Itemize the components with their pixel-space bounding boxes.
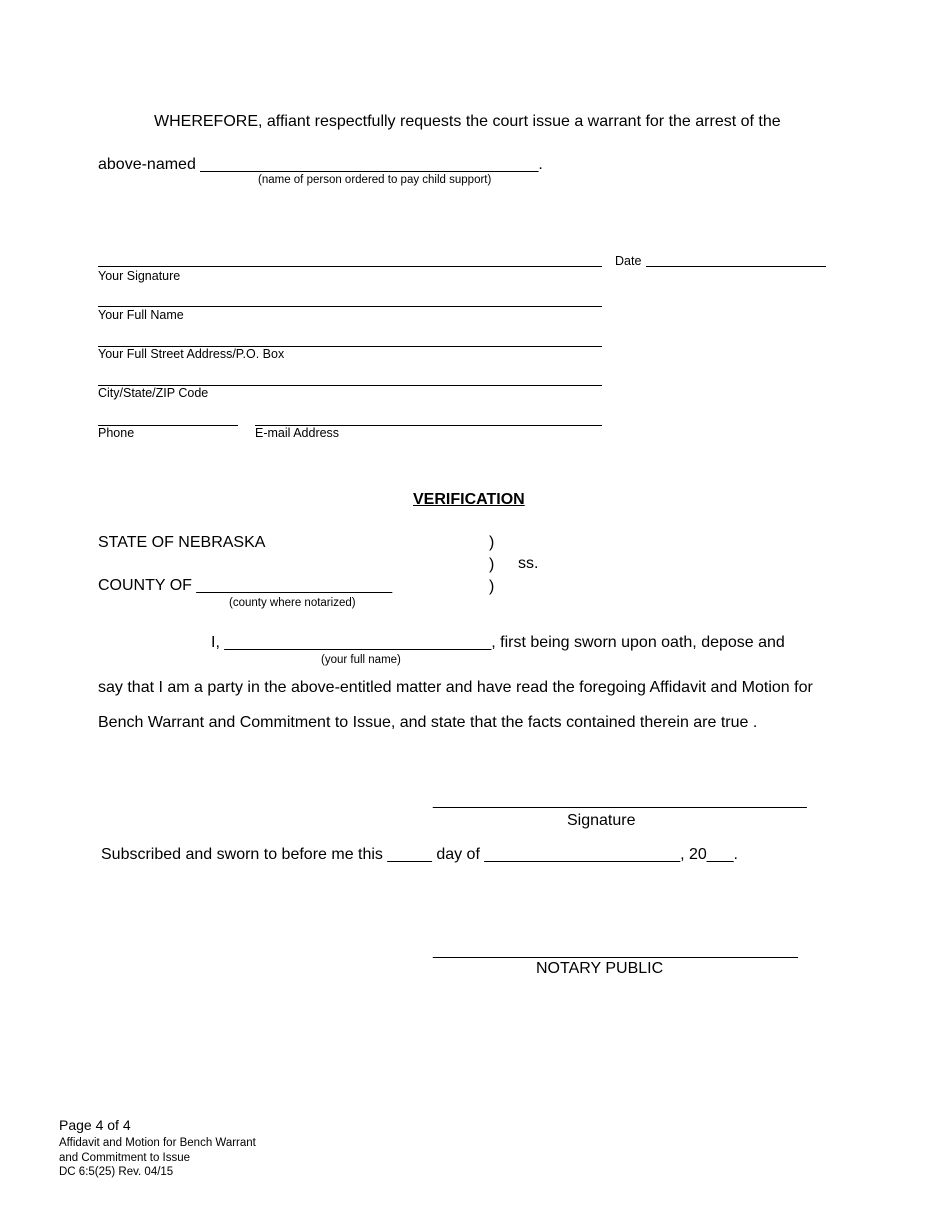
paren-3: ) xyxy=(489,578,495,595)
county-caption: (county where notarized) xyxy=(229,597,356,609)
county-line[interactable]: COUNTY OF ______________________ xyxy=(98,577,393,594)
paren-2: ) xyxy=(489,556,495,573)
street-address-label: Your Full Street Address/P.O. Box xyxy=(98,347,285,361)
request-name-caption: (name of person ordered to pay child support) xyxy=(258,174,492,186)
affiant-signature-label: Signature xyxy=(567,812,636,829)
page-number: Page 4 of 4 xyxy=(59,1117,131,1133)
notary-public-label: NOTARY PUBLIC xyxy=(536,960,664,977)
affiant-signature-line[interactable]: __________________________________________ xyxy=(433,792,807,809)
email-label: E-mail Address xyxy=(255,426,340,440)
city-state-zip-label: City/State/ZIP Code xyxy=(98,386,209,400)
phone-label: Phone xyxy=(98,426,135,440)
oath-line-3: Bench Warrant and Commitment to Issue, and state that the facts contained therein are true . xyxy=(98,714,758,731)
footer-form-title-1: Affidavit and Motion for Bench Warrant xyxy=(59,1137,256,1149)
ss-label: ss. xyxy=(518,555,539,572)
date-line[interactable] xyxy=(646,266,826,267)
signature-label: Your Signature xyxy=(98,269,181,283)
full-name-line[interactable] xyxy=(98,306,602,307)
signature-line[interactable] xyxy=(98,266,602,267)
subscribed-line[interactable]: Subscribed and sworn to before me this _____ day of ______________________, 20___. xyxy=(101,846,738,863)
oath-line-2: say that I am a party in the above-entitled matter and have read the foregoing Affidavit and Motion for xyxy=(98,679,813,696)
full-name-label: Your Full Name xyxy=(98,308,184,322)
request-line-1: WHEREFORE, affiant respectfully requests the court issue a warrant for the arrest of the xyxy=(154,113,781,130)
notary-signature-line[interactable]: _________________________________________ xyxy=(433,942,798,959)
paren-1: ) xyxy=(489,534,495,551)
verification-title: VERIFICATION xyxy=(413,491,525,508)
state-line: STATE OF NEBRASKA xyxy=(98,534,266,551)
oath-name-caption: (your full name) xyxy=(321,654,401,666)
request-line-2[interactable]: above-named ______________________________________. xyxy=(98,156,543,173)
footer-form-id: DC 6:5(25) Rev. 04/15 xyxy=(59,1166,174,1178)
footer-form-title-2: and Commitment to Issue xyxy=(59,1152,191,1164)
oath-line-1[interactable]: I, ______________________________, first being sworn upon oath, depose and xyxy=(211,634,785,651)
date-label: Date xyxy=(615,254,642,268)
